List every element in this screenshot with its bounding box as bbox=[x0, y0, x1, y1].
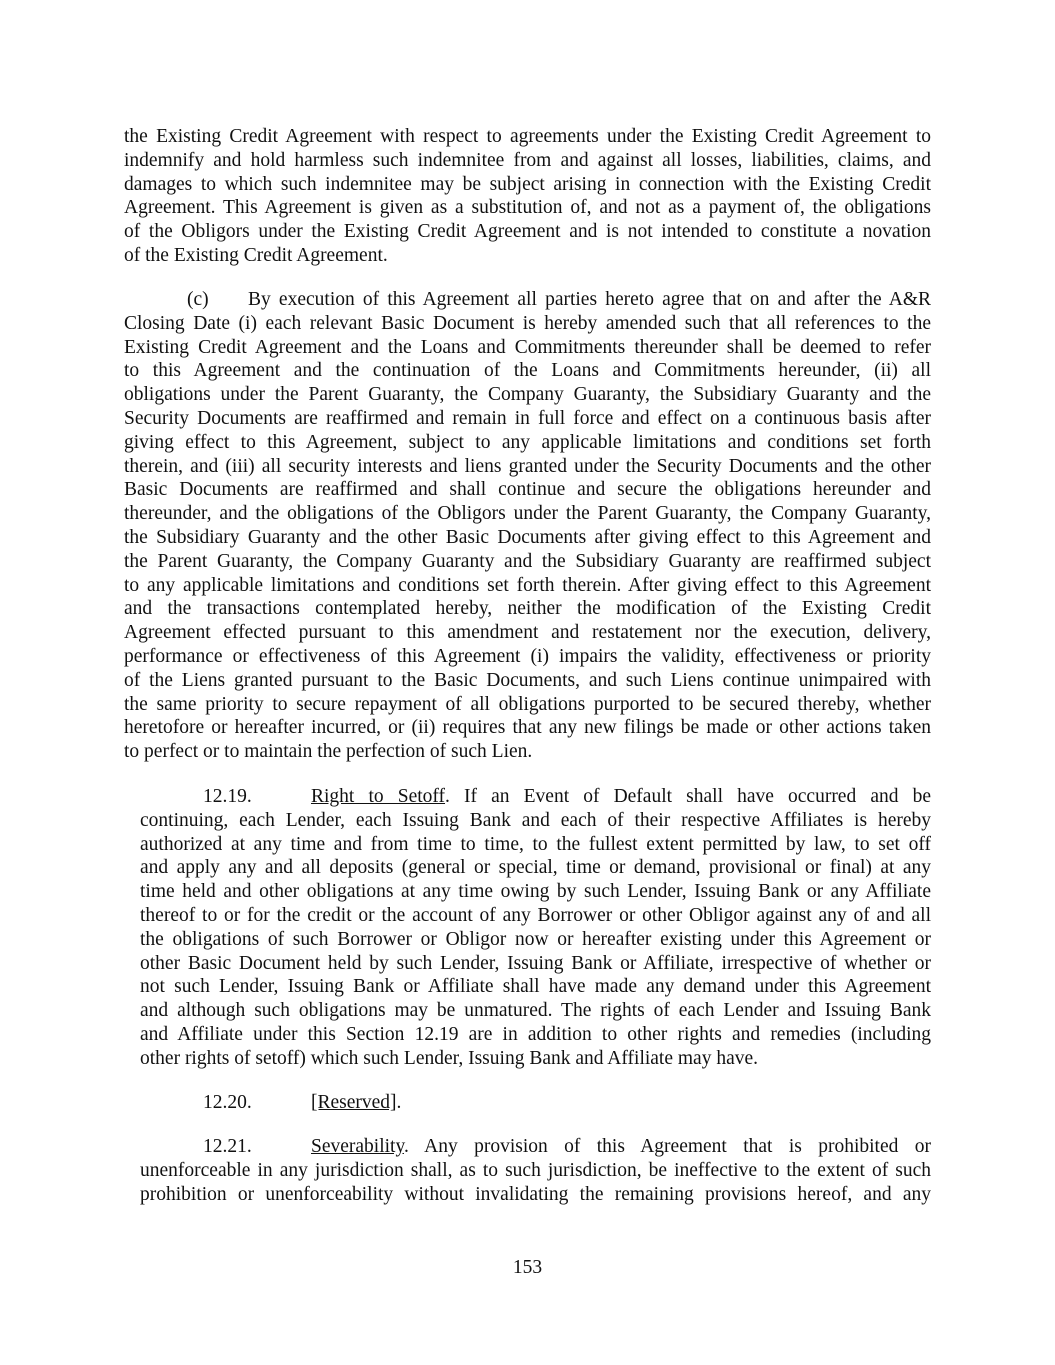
text-line: the Existing Credit Agreement with respect to agreements under the Existing Credit Agreement to bbox=[124, 126, 931, 147]
text-line: the Subsidiary Guaranty and the other Basic Documents after giving effect to this Agreement and bbox=[124, 526, 931, 548]
text-line bbox=[203, 1135, 931, 1159]
text-line: damages to which such indemnitee may be subject arising in connection with the Existing Credit bbox=[124, 173, 931, 195]
text-line: and Affiliate under this Section 12.19 are in addition to other rights and remedies (including bbox=[140, 1023, 931, 1045]
text-line: performance or effectiveness of this Agreement (i) impairs the validity, effectiveness or priority bbox=[124, 645, 931, 667]
text-line: of the Existing Credit Agreement. bbox=[124, 244, 388, 266]
section-number: 12.19. bbox=[203, 786, 252, 807]
text-line bbox=[203, 1091, 931, 1115]
section-12-20-reserved bbox=[140, 1091, 931, 1115]
section-12-21-severability bbox=[140, 1135, 931, 1206]
text-line: thereunder, and the obligations of the Obligors under the Parent Guaranty, the Company Guaranty, bbox=[124, 503, 931, 525]
paragraph-c-amendment bbox=[124, 288, 931, 764]
text-line-content: . Any provision of this Agreement that is prohibited or bbox=[403, 1136, 931, 1157]
paragraph-label: (c) bbox=[187, 289, 209, 310]
text-line: and the transactions contemplated hereby, neither the modification of the Existing Credit bbox=[124, 598, 931, 620]
text-line: other rights of setoff) which such Lender, Issuing Bank and Affiliate may have. bbox=[140, 1047, 759, 1069]
text-line: and although such obligations may be unmatured. The rights of each Lender and Issuing Bank bbox=[140, 1000, 931, 1022]
section-12-19-right-to-setoff bbox=[140, 785, 931, 1071]
text-line: not such Lender, Issuing Bank or Affiliate shall have made any demand under this Agreement bbox=[140, 976, 931, 998]
text-line: Agreement. This Agreement is given as a substitution of, and not as a payment of, the obligations bbox=[124, 197, 931, 219]
text-line: thereof to or for the credit or the account of any Borrower or other Obligor against any of and all bbox=[140, 904, 931, 926]
section-heading: Right to Setoff bbox=[311, 786, 446, 807]
text-line: to this Agreement and the continuation of the Loans and Commitments hereunder, (ii) all bbox=[124, 360, 931, 382]
text-line: Closing Date (i) each relevant Basic Document is hereby amended such that all references to the bbox=[124, 312, 931, 334]
section-heading: Severability bbox=[311, 1136, 404, 1157]
text-line: time held and other obligations at any time owing by such Lender, Issuing Bank or any Affiliate bbox=[140, 881, 931, 903]
text-line: authorized at any time and from time to time, to the fullest extent permitted by law, to set off bbox=[140, 833, 931, 855]
text-line: Existing Credit Agreement and the Loans and Commitments thereunder shall be deemed to refer bbox=[124, 336, 931, 358]
text-line-content: . If an Event of Default shall have occurred and be bbox=[445, 786, 931, 807]
text-line: to any applicable limitations and conditions set forth therein. After giving effect to this Agreement bbox=[124, 574, 931, 596]
text-line: indemnify and hold harmless such indemnitee from and against all losses, liabilities, claims, and bbox=[124, 149, 931, 171]
text-line: heretofore or hereafter incurred, or (ii) requires that any new filings be made or other actions taken bbox=[124, 717, 931, 739]
text-line: giving effect to this Agreement, subject to any applicable limitations and conditions set forth bbox=[124, 431, 931, 453]
text-line: prohibition or unenforceability without invalidating the remaining provisions hereof, and any bbox=[140, 1183, 931, 1205]
section-heading: [Reserved] bbox=[311, 1092, 397, 1113]
page-number: 153 bbox=[512, 1257, 543, 1278]
text-line: Security Documents are reaffirmed and remain in full force and effect on a continuous basis after bbox=[124, 407, 931, 429]
text-line bbox=[187, 288, 931, 312]
text-line: the obligations of such Borrower or Obligor now or hereafter existing under this Agreement or bbox=[140, 928, 931, 950]
text-line-content: By execution of this Agreement all parties hereto agree that on and after the A&R bbox=[248, 289, 931, 310]
text-line-content: . bbox=[396, 1092, 402, 1113]
text-line: other Basic Document held by such Lender, Issuing Bank or Affiliate, irrespective of whether or bbox=[140, 952, 931, 974]
text-line: Basic Documents are reaffirmed and shall continue and secure the obligations hereunder and bbox=[124, 479, 931, 501]
text-line: unenforceable in any jurisdiction shall, as to such jurisdiction, be ineffective to the extent of such bbox=[140, 1159, 931, 1181]
text-line: obligations under the Parent Guaranty, the Company Guaranty, the Subsidiary Guaranty and the bbox=[124, 384, 931, 406]
text-line: the Parent Guaranty, the Company Guaranty and the Subsidiary Guaranty are reaffirmed subject bbox=[124, 550, 931, 572]
text-line: therein, and (iii) all security interests and liens granted under the Security Documents and the other bbox=[124, 455, 931, 477]
section-number: 12.21. bbox=[203, 1136, 252, 1157]
text-line: Agreement effected pursuant to this amendment and restatement nor the execution, delivery, bbox=[124, 622, 931, 644]
text-line: of the Liens granted pursuant to the Basic Documents, and such Liens continue unimpaired with bbox=[124, 669, 931, 691]
text-line: of the Obligors under the Existing Credit Agreement and is not intended to constitute a novation bbox=[124, 221, 931, 243]
text-line bbox=[203, 785, 931, 809]
section-number: 12.20. bbox=[203, 1092, 252, 1113]
paragraph-existing-credit-agreement bbox=[124, 125, 931, 268]
text-line: and apply any and all deposits (general or special, time or demand, provisional or final) at any bbox=[140, 857, 931, 879]
text-line: continuing, each Lender, each Issuing Bank and each of their respective Affiliates is hereby bbox=[140, 809, 931, 831]
text-line: to perfect or to maintain the perfection of such Lien. bbox=[124, 741, 533, 763]
text-line: the same priority to secure repayment of all obligations purported to be secured thereby, whether bbox=[124, 693, 931, 715]
